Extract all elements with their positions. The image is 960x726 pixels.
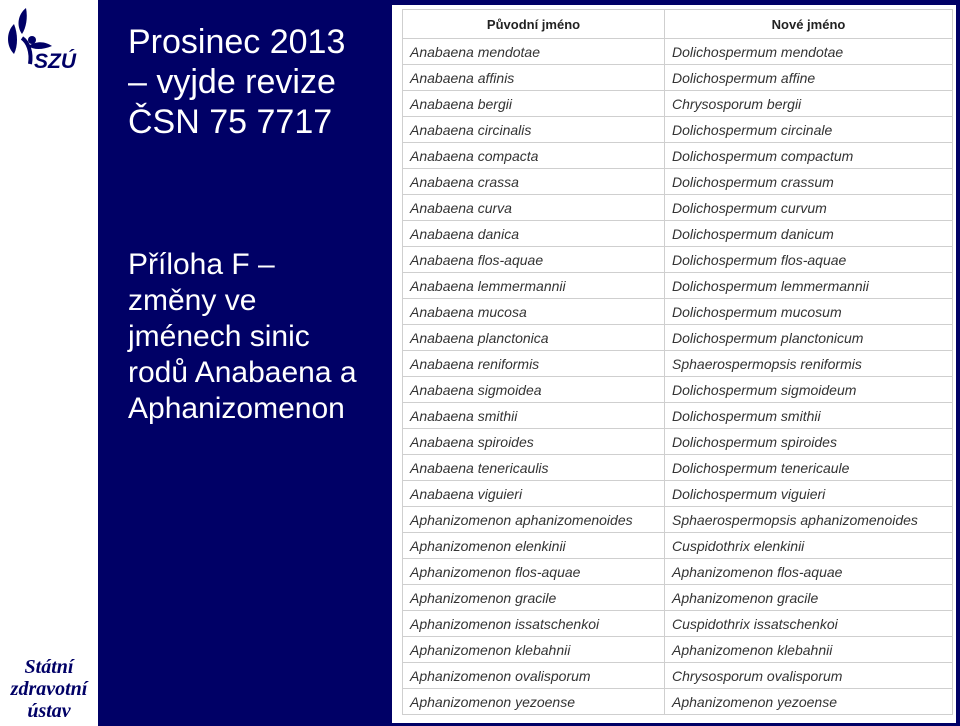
new-name-cell: Dolichospermum crassum	[665, 169, 953, 195]
original-name-cell: Anabaena crassa	[403, 169, 665, 195]
organization-name	[0, 656, 98, 722]
table-body	[403, 39, 953, 715]
new-name-cell: Aphanizomenon yezoense	[665, 689, 953, 715]
table-row	[403, 247, 953, 273]
subtitle-line: jménech sinic	[128, 320, 310, 353]
new-name-cell: Chrysosporum ovalisporum	[665, 663, 953, 689]
table-row	[403, 299, 953, 325]
header-original-name: Původní jméno	[403, 10, 665, 39]
new-name-cell: Chrysosporum bergii	[665, 91, 953, 117]
new-name-cell: Dolichospermum mucosum	[665, 299, 953, 325]
table-row	[403, 377, 953, 403]
original-name-cell: Anabaena mucosa	[403, 299, 665, 325]
new-name-cell: Dolichospermum mendotae	[665, 39, 953, 65]
table-row	[403, 351, 953, 377]
table-row	[403, 273, 953, 299]
new-name-cell: Dolichospermum danicum	[665, 221, 953, 247]
table-row	[403, 559, 953, 585]
title-line: ČSN 75 7717	[128, 103, 333, 141]
original-name-cell: Anabaena curva	[403, 195, 665, 221]
org-line: ústav	[27, 700, 71, 722]
new-name-cell: Sphaerospermopsis aphanizomenoides	[665, 507, 953, 533]
subtitle-line: rodů Anabaena a	[128, 356, 357, 389]
original-name-cell: Anabaena reniformis	[403, 351, 665, 377]
slide-title	[128, 22, 388, 142]
original-name-cell: Anabaena danica	[403, 221, 665, 247]
title-line: – vyjde revize	[128, 63, 336, 101]
new-name-cell: Sphaerospermopsis reniformis	[665, 351, 953, 377]
table-row	[403, 195, 953, 221]
original-name-cell: Anabaena flos-aquae	[403, 247, 665, 273]
new-name-cell: Dolichospermum spiroides	[665, 429, 953, 455]
table-row	[403, 637, 953, 663]
original-name-cell: Aphanizomenon yezoense	[403, 689, 665, 715]
original-name-cell: Anabaena circinalis	[403, 117, 665, 143]
table-row	[403, 403, 953, 429]
table-row	[403, 533, 953, 559]
org-line: Státní	[24, 656, 74, 678]
new-name-cell: Dolichospermum flos-aquae	[665, 247, 953, 273]
table-header-row	[403, 10, 953, 39]
original-name-cell: Aphanizomenon elenkinii	[403, 533, 665, 559]
table-row	[403, 221, 953, 247]
table-row	[403, 91, 953, 117]
table-row	[403, 429, 953, 455]
new-name-cell: Dolichospermum tenericaule	[665, 455, 953, 481]
table-row	[403, 585, 953, 611]
org-line: zdravotní	[10, 678, 88, 700]
new-name-cell: Aphanizomenon flos-aquae	[665, 559, 953, 585]
new-name-cell: Dolichospermum sigmoideum	[665, 377, 953, 403]
new-name-cell: Dolichospermum smithii	[665, 403, 953, 429]
new-name-cell: Dolichospermum curvum	[665, 195, 953, 221]
new-name-cell: Dolichospermum viguieri	[665, 481, 953, 507]
subtitle-line: Příloha F –	[128, 248, 275, 281]
original-name-cell: Aphanizomenon issatschenkoi	[403, 611, 665, 637]
original-name-cell: Aphanizomenon ovalisporum	[403, 663, 665, 689]
new-name-cell: Dolichospermum lemmermannii	[665, 273, 953, 299]
subtitle-line: změny ve	[128, 284, 257, 317]
table-row	[403, 481, 953, 507]
table-row	[403, 689, 953, 715]
new-name-cell: Aphanizomenon gracile	[665, 585, 953, 611]
original-name-cell: Aphanizomenon aphanizomenoides	[403, 507, 665, 533]
new-name-cell: Dolichospermum planctonicum	[665, 325, 953, 351]
title-line: Prosinec 2013	[128, 23, 346, 61]
original-name-cell: Anabaena lemmermannii	[403, 273, 665, 299]
table-row	[403, 507, 953, 533]
new-name-cell: Dolichospermum compactum	[665, 143, 953, 169]
table-row	[403, 663, 953, 689]
original-name-cell: Anabaena mendotae	[403, 39, 665, 65]
new-name-cell: Dolichospermum affine	[665, 65, 953, 91]
table-row	[403, 39, 953, 65]
left-sidebar	[0, 0, 98, 726]
original-name-cell: Aphanizomenon klebahnii	[403, 637, 665, 663]
new-name-cell: Cuspidothrix issatschenkoi	[665, 611, 953, 637]
original-name-cell: Anabaena compacta	[403, 143, 665, 169]
header-new-name: Nové jméno	[665, 10, 953, 39]
new-name-cell: Aphanizomenon klebahnii	[665, 637, 953, 663]
new-name-cell: Cuspidothrix elenkinii	[665, 533, 953, 559]
table-row	[403, 65, 953, 91]
subtitle-line: Aphanizomenon	[128, 392, 345, 425]
slide-subtitle	[128, 247, 388, 427]
names-table	[402, 9, 953, 715]
table-row	[403, 455, 953, 481]
original-name-cell: Anabaena bergii	[403, 91, 665, 117]
original-name-cell: Anabaena spiroides	[403, 429, 665, 455]
logo-text: SZÚ	[34, 50, 76, 73]
original-name-cell: Anabaena planctonica	[403, 325, 665, 351]
original-name-cell: Anabaena tenericaulis	[403, 455, 665, 481]
original-name-cell: Anabaena affinis	[403, 65, 665, 91]
table-row	[403, 117, 953, 143]
table-row	[403, 143, 953, 169]
table-row	[403, 611, 953, 637]
original-name-cell: Aphanizomenon gracile	[403, 585, 665, 611]
szu-logo	[4, 2, 90, 84]
table-row	[403, 169, 953, 195]
table-row	[403, 325, 953, 351]
names-table-panel	[392, 5, 956, 723]
original-name-cell: Anabaena sigmoidea	[403, 377, 665, 403]
new-name-cell: Dolichospermum circinale	[665, 117, 953, 143]
original-name-cell: Anabaena smithii	[403, 403, 665, 429]
original-name-cell: Aphanizomenon flos-aquae	[403, 559, 665, 585]
original-name-cell: Anabaena viguieri	[403, 481, 665, 507]
